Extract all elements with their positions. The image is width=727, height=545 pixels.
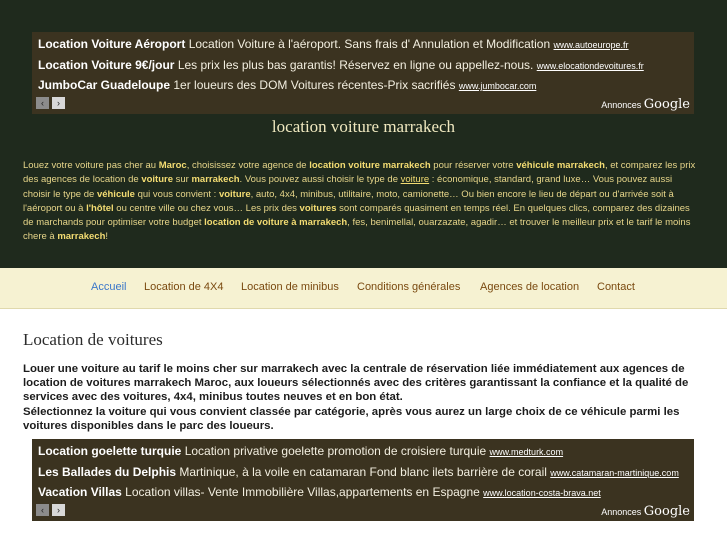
nav-item-agences[interactable]: Agences de location — [480, 281, 580, 293]
annonces-label: Annonces — [601, 507, 642, 517]
nav-item-contact[interactable]: Contact — [597, 281, 635, 293]
page-title: Location de voitures — [23, 330, 163, 349]
ads-by-google[interactable] — [601, 504, 690, 519]
ad-title[interactable]: Vacation Villas — [38, 485, 122, 499]
ad-text: Location Voiture à l'aéroport. Sans frais d' Annulation et Modification — [188, 37, 551, 51]
ad-prev-button[interactable]: ‹ — [36, 97, 49, 109]
ad-url[interactable]: www.location-costa-brava.net — [483, 488, 601, 498]
ad-text: 1er loueurs des DOM Voitures récentes-Prix sacrifiés — [173, 78, 456, 92]
nav-item-location-minibus[interactable]: Location de minibus — [241, 281, 339, 293]
site-title: location voiture marrakech — [271, 117, 456, 136]
google-logo: Google — [643, 504, 690, 519]
ad-title[interactable]: Les Ballades du Delphis — [38, 465, 177, 479]
ad-item[interactable] — [38, 78, 536, 92]
header-section — [0, 0, 727, 268]
main-paragraph: Louer une voiture au tarif le moins cher sur marrakech avec la centrale de réservation liée immédiatement aux agences de location de voitures marrakech Maroc, aux loueurs sélectionnés avec des critères garantissant la confiance et la qualité de services avec des voitures, 4x4, minibus toutes neuves et en bon état. — [23, 363, 689, 404]
annonces-label: Annonces — [601, 100, 642, 110]
ad-item[interactable] — [38, 485, 601, 499]
ad-url[interactable]: www.medturk.com — [489, 447, 564, 457]
ad-item[interactable] — [38, 37, 629, 51]
main-text — [23, 362, 703, 433]
ad-text: Location privative goelette promotion de croisiere turquie — [184, 444, 487, 458]
ad-url[interactable]: www.jumbocar.com — [458, 81, 537, 91]
ad-title[interactable]: Location goelette turquie — [38, 444, 182, 458]
ad-item[interactable] — [38, 444, 563, 458]
ad-text: Les prix les plus bas garantis! Réservez en ligne ou appellez-nous. — [177, 58, 534, 72]
ads-by-google[interactable] — [601, 97, 690, 112]
ad-text: Martinique, à la voile en catamaran Fond blanc ilets barrière de corail — [179, 465, 547, 479]
nav-item-location-4x4[interactable]: Location de 4X4 — [144, 281, 224, 293]
main-nav — [0, 268, 727, 309]
ad-next-button[interactable]: › — [52, 97, 65, 109]
intro-paragraph: Louez votre voiture pas cher au Maroc, choisissez votre agence de location voiture marrakech pour réserver votre véhicule marrakech, et comparez les prix des agences de location de voiture sur marrakech. Vous pouvez aussi choisir le type de voiture : économique, standard, grand luxe… Vous pouvez aussi choisir le type de véhicule qui vous convient : voiture, auto, 4x4, minibus, utilitaire, moto, camionette… Ou bien encore le lieu de départ ou d'arrivée soit à l'aéroport ou à l'hôtel ou centre ville ou chez vous… Les prix des voitures sont comparés quasiment en temps réel. En quelques clics, comparez des dizaines de marchands pour optimiser votre budget location de voiture à marrakech, fes, benimellal, ouarzazate, agadir… et trouver le meilleur prix et le tarif le moins chere à marrakech! — [23, 160, 696, 243]
ad-url[interactable]: www.catamaran-martinique.com — [550, 468, 679, 478]
nav-item-accueil[interactable]: Accueil — [91, 281, 127, 293]
main-paragraph: Sélectionnez la voiture qui vous convient classée par catégorie, après vous aurez un large choix de ce véhicule parmi les voitures disponibles dans le parc des loueurs. — [23, 405, 680, 432]
ad-title[interactable]: JumboCar Guadeloupe — [38, 78, 171, 92]
ad-text: Location villas- Vente Immobilière Villas,appartements en Espagne — [125, 485, 480, 499]
ad-next-button[interactable]: › — [52, 504, 65, 516]
ad-prev-button[interactable]: ‹ — [36, 504, 49, 516]
ad-title[interactable]: Location Voiture Aéroport — [38, 37, 186, 51]
ad-item[interactable] — [38, 58, 644, 72]
nav-item-conditions[interactable]: Conditions générales — [357, 281, 461, 293]
google-logo: Google — [643, 97, 690, 112]
ad-url[interactable]: www.autoeurope.fr — [553, 40, 629, 50]
ad-title[interactable]: Location Voiture 9€/jour — [38, 58, 175, 72]
ad-block-bottom — [32, 439, 694, 521]
ad-item[interactable] — [38, 465, 679, 479]
ad-url[interactable]: www.elocationdevoitures.fr — [536, 61, 644, 71]
ad-block-top — [32, 32, 694, 114]
